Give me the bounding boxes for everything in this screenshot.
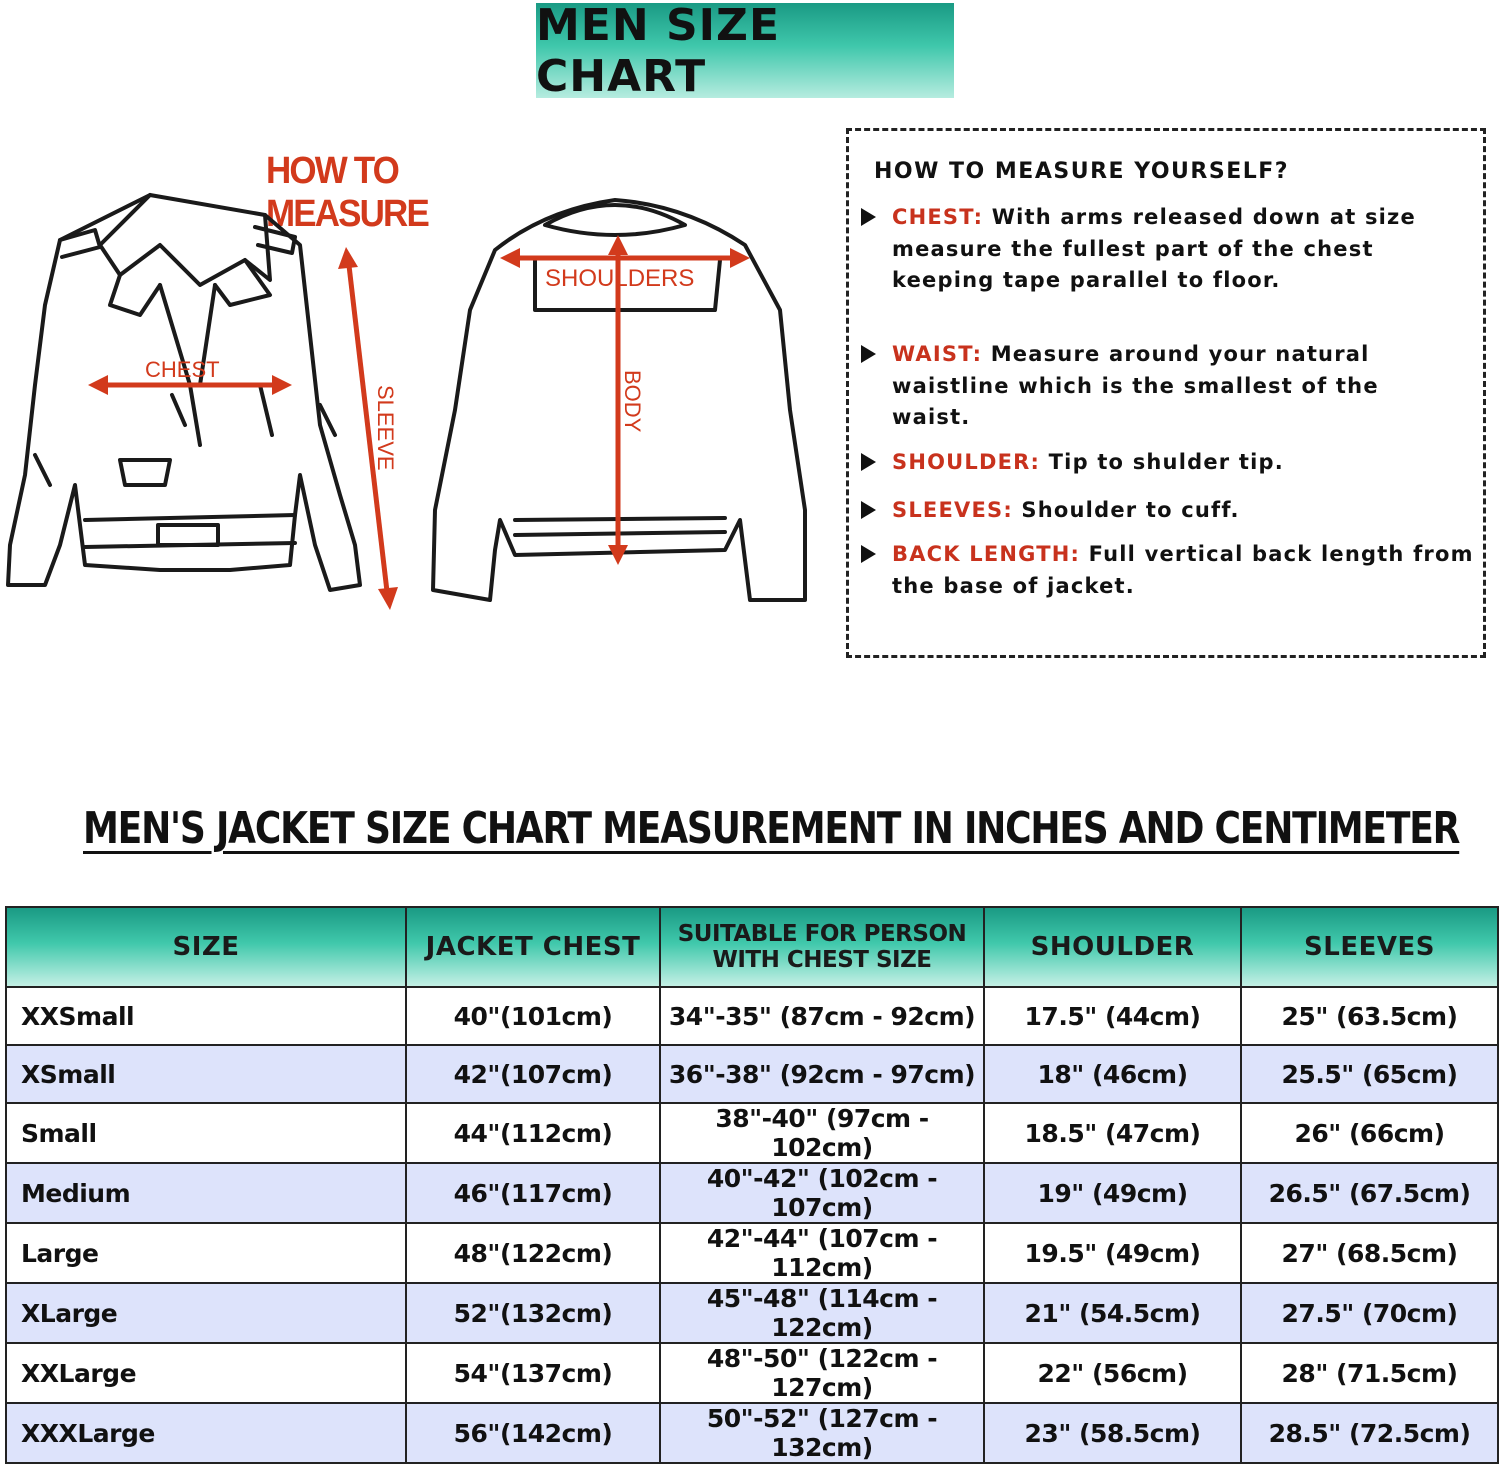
tip-chest [861,202,1461,297]
size-cell: XSmall [6,1045,406,1103]
person-chest-cell: 34"-35" (87cm - 92cm) [660,987,984,1045]
column-header-jacket-chest: JACKET CHEST [406,907,660,987]
page-title-banner [536,0,954,102]
person-chest-cell: 36"-38" (92cm - 97cm) [660,1045,984,1103]
tip-sleeves [861,495,1461,527]
sleeves-cell: 25" (63.5cm) [1241,987,1498,1045]
jacket-chest-cell: 54"(137cm) [406,1343,660,1403]
size-table-heading: MEN'S JACKET SIZE CHART MEASUREMENT IN INCHES AND CENTIMETER [83,803,1460,854]
jacket-back-illustration [425,190,815,610]
tip-key: SHOULDER: [892,450,1041,474]
jacket-chest-cell: 42"(107cm) [406,1045,660,1103]
sleeves-cell: 26" (66cm) [1241,1103,1498,1163]
bullet-arrow-icon [861,501,876,519]
shoulder-cell: 21" (54.5cm) [984,1283,1241,1343]
shoulder-cell: 19.5" (49cm) [984,1223,1241,1283]
tip-shoulder [861,447,1461,479]
table-row [6,1403,1498,1463]
table-row [6,1045,1498,1103]
measure-guide-heading: HOW TO MEASURE YOURSELF? [874,159,1290,184]
size-cell: XXXLarge [6,1403,406,1463]
column-header-sleeves: SLEEVES [1241,907,1498,987]
size-cell: XXSmall [6,987,406,1045]
jacket-front-illustration [0,185,420,625]
tip-key: WAIST: [892,342,983,366]
size-cell: Medium [6,1163,406,1223]
person-chest-cell: 42"-44" (107cm - 112cm) [660,1223,984,1283]
jacket-chest-cell: 40"(101cm) [406,987,660,1045]
chest-label: CHEST [145,357,220,382]
bullet-arrow-icon [861,208,876,226]
table-row [6,1283,1498,1343]
table-row [6,1163,1498,1223]
person-chest-cell: 40"-42" (102cm - 107cm) [660,1163,984,1223]
tip-key: BACK LENGTH: [892,542,1081,566]
person-chest-cell: 45"-48" (114cm - 122cm) [660,1283,984,1343]
person-chest-cell: 50"-52" (127cm - 132cm) [660,1403,984,1463]
size-table [5,906,1499,1464]
size-cell: XXLarge [6,1343,406,1403]
jacket-chest-cell: 46"(117cm) [406,1163,660,1223]
table-row [6,1103,1498,1163]
how-to-measure-title: HOW TO MEASURE [266,150,428,235]
measure-guide-box [846,128,1486,658]
tip-text: Shoulder to cuff. [1012,498,1240,522]
tip-text: Tip to shulder tip. [1040,450,1284,474]
person-chest-cell: 38"-40" (97cm - 102cm) [660,1103,984,1163]
bullet-arrow-icon [861,545,876,563]
table-row [6,987,1498,1045]
sleeves-cell: 28" (71.5cm) [1241,1343,1498,1403]
sleeves-cell: 26.5" (67.5cm) [1241,1163,1498,1223]
column-header-shoulder: SHOULDER [984,907,1241,987]
shoulder-cell: 18.5" (47cm) [984,1103,1241,1163]
column-header-size: SIZE [6,907,406,987]
size-cell: Small [6,1103,406,1163]
tip-key: CHEST: [892,205,984,229]
jacket-chest-cell: 44"(112cm) [406,1103,660,1163]
table-header-row [6,907,1498,987]
sleeves-cell: 25.5" (65cm) [1241,1045,1498,1103]
bullet-arrow-icon [861,345,876,363]
tip-key: SLEEVES: [892,498,1013,522]
sleeve-label: SLEEVE [373,385,398,471]
shoulder-cell: 19" (49cm) [984,1163,1241,1223]
shoulder-cell: 23" (58.5cm) [984,1403,1241,1463]
size-cell: XLarge [6,1283,406,1343]
page-title: MEN SIZE CHART [536,0,781,102]
shoulder-cell: 17.5" (44cm) [984,987,1241,1045]
column-header-person-chest: SUITABLE FOR PERSON WITH CHEST SIZE [660,907,984,987]
tip-back-length [861,539,1481,602]
bullet-arrow-icon [861,453,876,471]
tip-text: Measure around your natural waistline which is the smallest of the waist. [892,342,1379,429]
sleeves-cell: 27.5" (70cm) [1241,1283,1498,1343]
tip-text: Full vertical back length from the base of jacket. [892,542,1474,598]
shoulder-cell: 22" (56cm) [984,1343,1241,1403]
jacket-chest-cell: 56"(142cm) [406,1403,660,1463]
shoulder-cell: 18" (46cm) [984,1045,1241,1103]
person-chest-cell: 48"-50" (122cm - 127cm) [660,1343,984,1403]
sleeves-cell: 27" (68.5cm) [1241,1223,1498,1283]
jacket-chest-cell: 52"(132cm) [406,1283,660,1343]
size-cell: Large [6,1223,406,1283]
table-row [6,1343,1498,1403]
body-label: BODY [620,370,645,433]
tip-text: With arms released down at size measure the fullest part of the chest keeping tape parallel to floor. [892,205,1416,292]
jacket-chest-cell: 48"(122cm) [406,1223,660,1283]
table-row [6,1223,1498,1283]
shoulders-label: SHOULDERS [545,265,695,292]
sleeves-cell: 28.5" (72.5cm) [1241,1403,1498,1463]
tip-waist [861,339,1461,434]
